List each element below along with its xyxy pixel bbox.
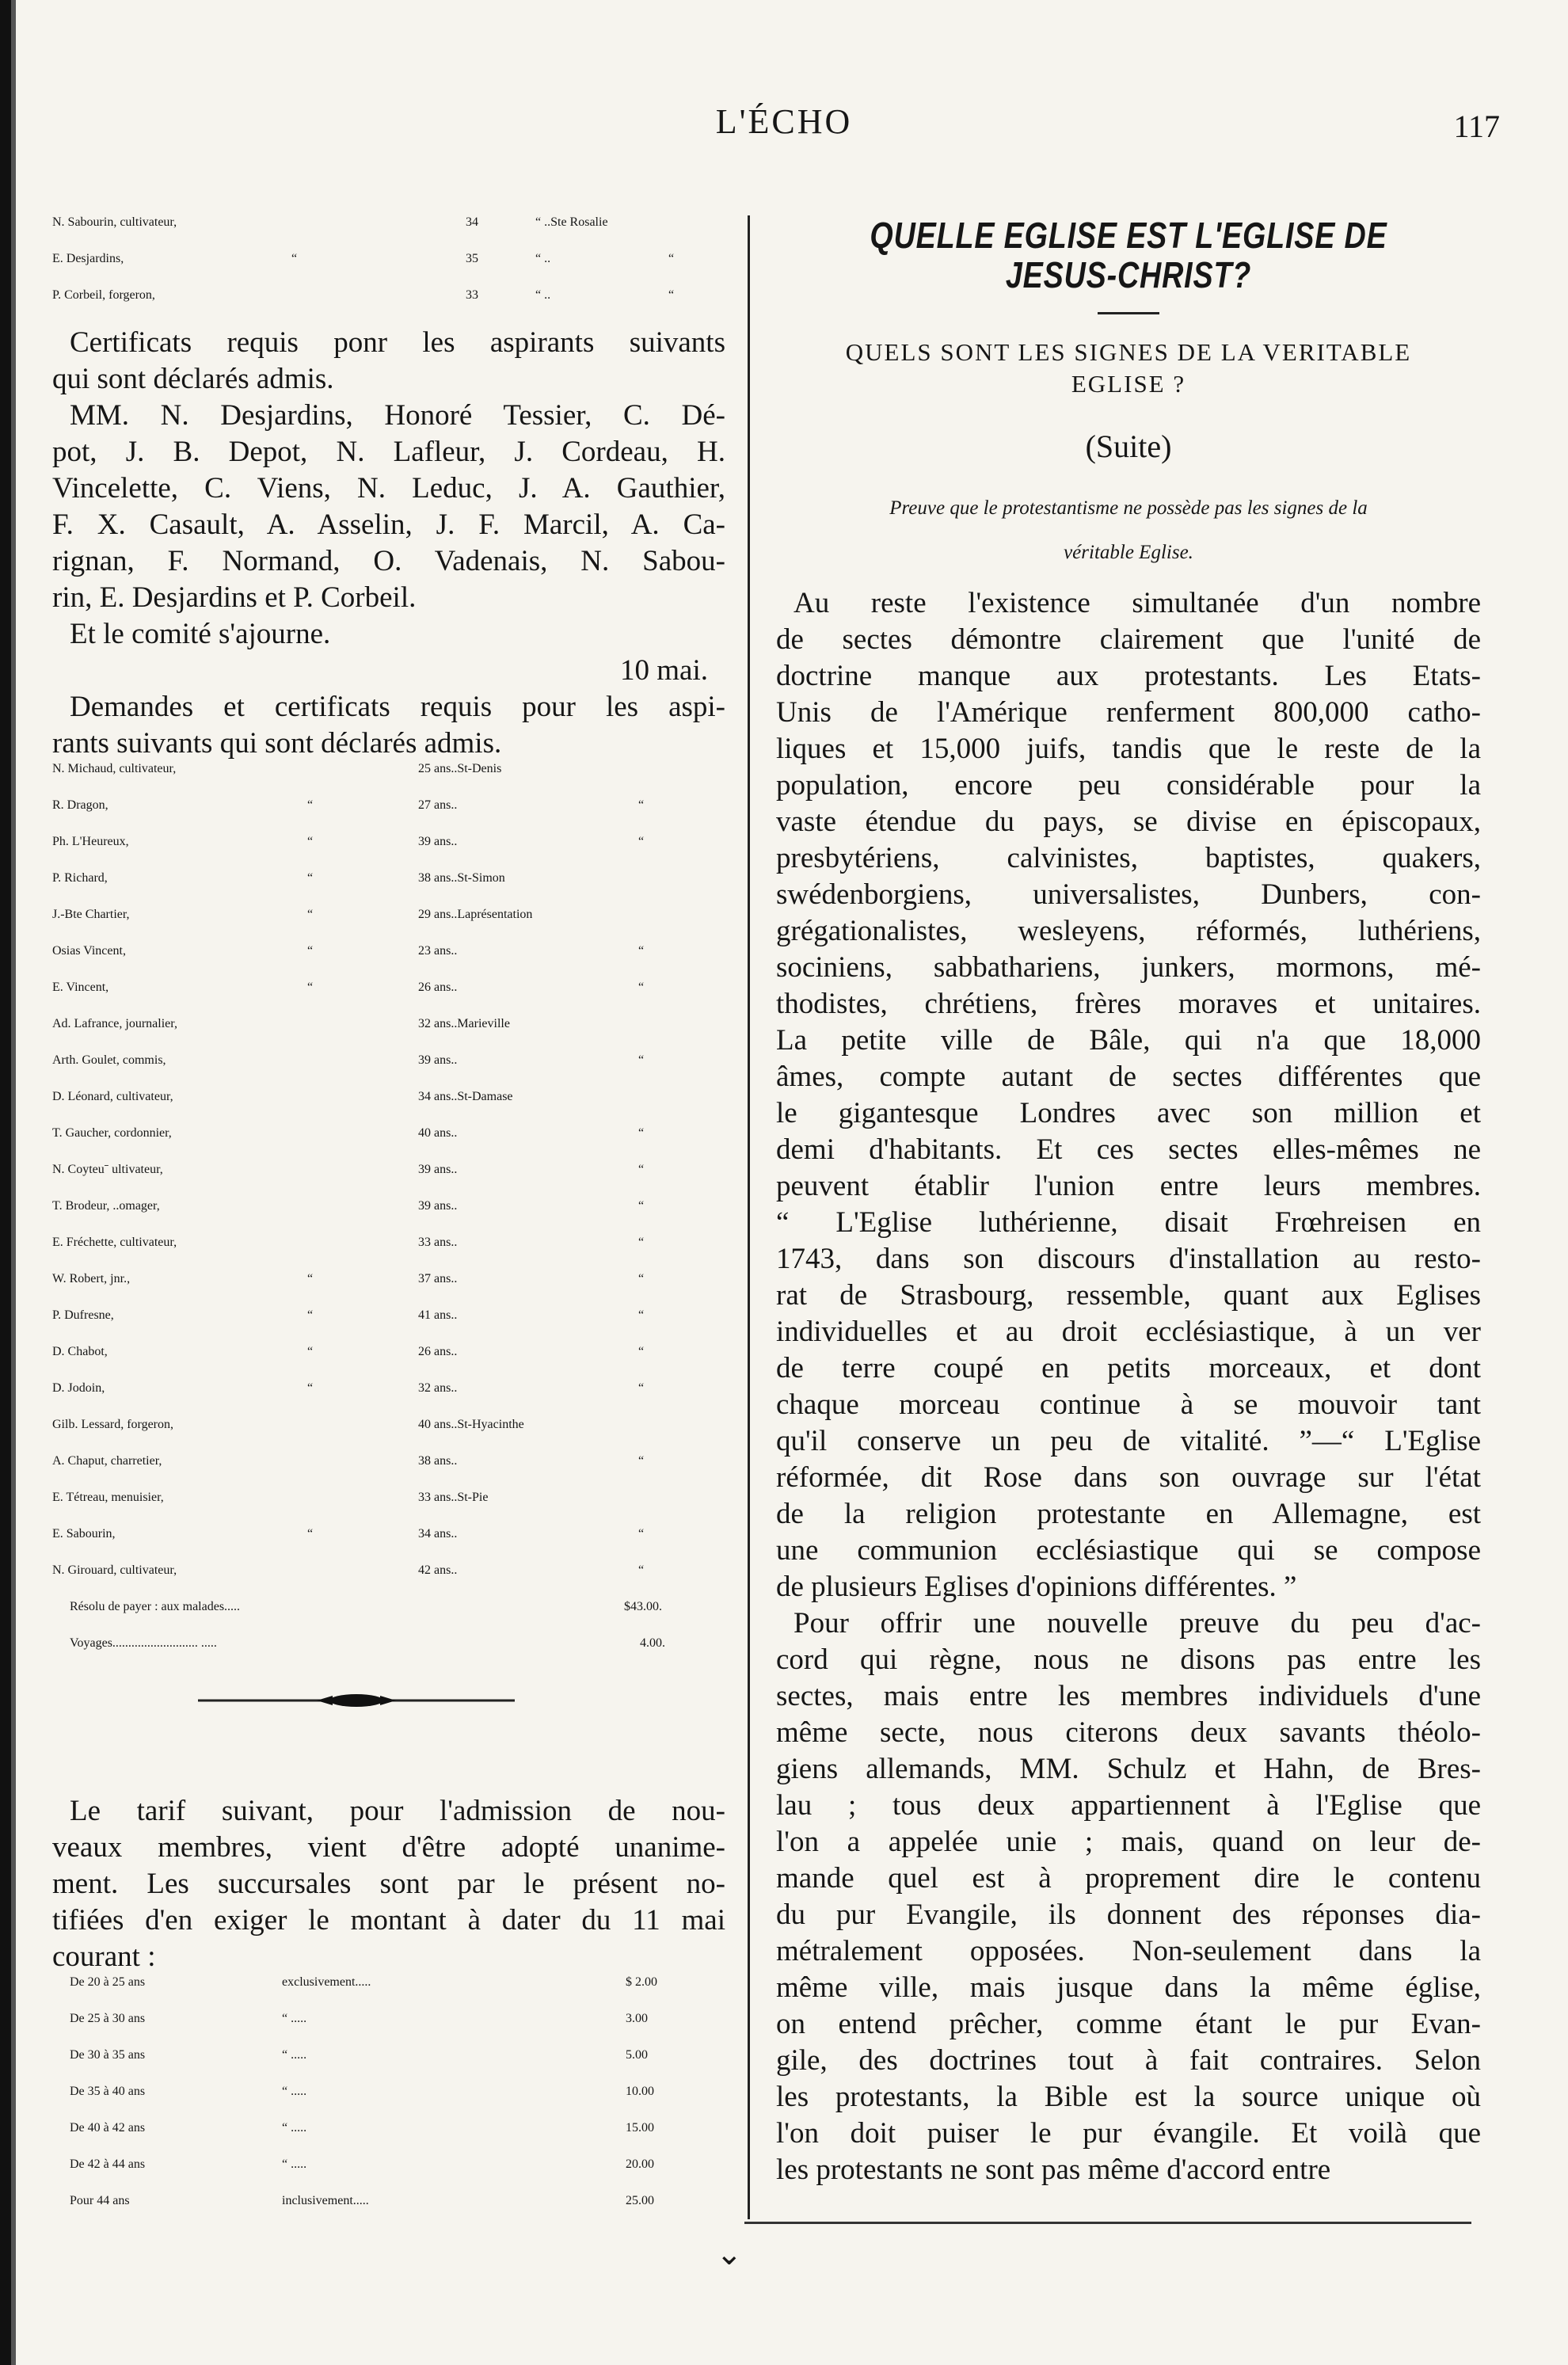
body-line: une communion ecclésiastique qui se compose — [776, 1534, 1481, 1567]
applicant-place: “ — [638, 1272, 645, 1285]
running-title: L'ÉCHO — [715, 102, 853, 141]
body-line: Au reste l'existence simultanée d'un nombre — [794, 587, 1481, 619]
applicant-name: N. Coyteuˉ ultivateur, — [52, 1163, 163, 1176]
tarif-row — [52, 1975, 725, 2012]
entry-age: 35 — [466, 252, 478, 265]
body-line: doctrine manque aux protestants. Les Etats- — [776, 660, 1481, 692]
applicant-row — [52, 1053, 725, 1090]
body-line: le gigantesque Londres avec son million et — [776, 1097, 1481, 1129]
applicant-age: 33 ans..St-Pie — [418, 1491, 489, 1504]
right-column — [776, 215, 1481, 2188]
entry-mark: “ .. — [535, 252, 551, 265]
body-line: âmes, compte autant de sectes différentes que — [776, 1061, 1481, 1093]
tarif-amount: 5.00 — [626, 2048, 648, 2062]
applicant-row — [52, 1236, 725, 1272]
applicant-name: R. Dragon, — [52, 798, 108, 812]
entry-name: P. Corbeil, forgeron, — [52, 288, 155, 302]
applicant-name: Osias Vincent, — [52, 944, 126, 958]
applicant-row — [52, 1527, 725, 1563]
tarif-age-range: De 25 à 30 ans — [70, 2012, 146, 2025]
column-divider — [748, 215, 750, 2219]
paragraph-line: Le tarif suivant, pour l'admission de nou- — [70, 1795, 725, 1827]
applicant-mark: “ — [307, 871, 314, 885]
body-line: demi d'habitants. Et ces sectes elles-mêmes ne — [776, 1133, 1481, 1166]
body-line: liques et 15,000 juifs, tandis que le reste de la — [776, 733, 1481, 765]
applicant-name: T. Brodeur, ..omager, — [52, 1199, 160, 1213]
body-line: Unis de l'Amérique renferment 800,000 catho- — [776, 696, 1481, 729]
tarif-qualifier: “ ..... — [282, 2048, 307, 2062]
tarif-amount: 10.00 — [626, 2085, 654, 2098]
applicant-name: Gilb. Lessard, forgeron, — [52, 1418, 173, 1431]
entry-mark: “ — [668, 252, 675, 265]
applicant-age: 39 ans.. — [418, 1163, 458, 1176]
applicant-place: “ — [638, 1199, 645, 1213]
applicant-row — [52, 798, 725, 835]
paragraph-line: MM. N. Desjardins, Honoré Tessier, C. Dé- — [70, 399, 725, 432]
entry-age: 34 — [466, 215, 478, 229]
body-line: gile, des doctrines tout à fait contraires. Selon — [776, 2044, 1481, 2077]
applicant-row — [52, 1345, 725, 1381]
left-column — [52, 215, 725, 1673]
paragraph-line: pot, J. B. Depot, N. Lafleur, J. Cordeau, H. — [52, 436, 725, 468]
applicant-place: “ — [638, 1563, 645, 1577]
applicant-age: 41 ans.. — [418, 1308, 458, 1322]
body-line: métralement opposées. Non-seulement dans la — [776, 1935, 1481, 1967]
tarif-qualifier: “ ..... — [282, 2012, 307, 2025]
payment-amount: 4.00. — [640, 1636, 665, 1650]
applicant-age: 39 ans.. — [418, 1053, 458, 1067]
applicant-place: “ — [638, 981, 645, 994]
applicant-mark: “ — [307, 944, 314, 958]
body-line: grégationalistes, wesleyens, réformés, luthériens, — [776, 915, 1481, 947]
tarif-age-range: De 35 à 40 ans — [70, 2085, 146, 2098]
applicant-name: T. Gaucher, cordonnier, — [52, 1126, 172, 1140]
ornament-divider — [198, 1692, 515, 1709]
applicant-age: 33 ans.. — [418, 1236, 458, 1249]
title-rule — [1098, 312, 1159, 314]
applicant-mark: “ — [307, 1345, 314, 1358]
tarif-amount: 25.00 — [626, 2194, 654, 2207]
applicant-age: 25 ans..St-Denis — [418, 762, 502, 775]
applicant-age: 38 ans..St-Simon — [418, 871, 505, 885]
date-line: 10 mai. — [620, 654, 708, 687]
subheading-line: EGLISE ? — [1071, 370, 1186, 398]
note-line: véritable Eglise. — [1064, 542, 1193, 563]
tarif-age-range: De 40 à 42 ans — [70, 2121, 146, 2135]
body-line: sociniens, sabbathariens, junkers, mormons, mé- — [776, 951, 1481, 984]
applicant-age: 32 ans.. — [418, 1381, 458, 1395]
tarif-table — [52, 1975, 725, 2230]
tarif-qualifier: exclusivement..... — [282, 1975, 371, 1989]
body-line: 1743, dans son discours d'installation au resto- — [776, 1243, 1481, 1275]
applicant-mark: “ — [307, 798, 314, 812]
applicants-list — [52, 762, 725, 1600]
payment-row — [52, 1636, 725, 1673]
tarif-amount: 3.00 — [626, 2012, 648, 2025]
tarif-qualifier: “ ..... — [282, 2121, 307, 2135]
body-line: de sectes démontre clairement que l'unité de — [776, 623, 1481, 656]
applicant-name: D. Jodoin, — [52, 1381, 105, 1395]
paragraph-line: rants suivants qui sont déclarés admis. — [52, 727, 502, 760]
applicant-mark: “ — [307, 908, 314, 921]
applicant-age: 40 ans..St-Hyacinthe — [418, 1418, 524, 1431]
applicant-name: Arth. Goulet, commis, — [52, 1053, 166, 1067]
body-line: cord qui règne, nous ne disons pas entre les — [776, 1643, 1481, 1676]
applicant-row — [52, 1199, 725, 1236]
entry-name: E. Desjardins, — [52, 252, 124, 265]
tarif-row — [52, 2194, 725, 2230]
body-line: chaque morceau continue à se mouvoir tant — [776, 1388, 1481, 1421]
body-line: l'on doit puiser le pur évangile. Et voilà que — [776, 2117, 1481, 2150]
tarif-qualifier: inclusivement..... — [282, 2194, 369, 2207]
applicant-row — [52, 1126, 725, 1163]
applicant-mark: “ — [307, 1527, 314, 1540]
suite-label: (Suite) — [1085, 428, 1172, 464]
tarif-qualifier: “ ..... — [282, 2157, 307, 2171]
applicant-place: “ — [638, 798, 645, 812]
applicant-name: D. Léonard, cultivateur, — [52, 1090, 173, 1103]
entry-mark: “ — [668, 288, 675, 302]
applicant-age: 37 ans.. — [418, 1272, 458, 1285]
body-line: de la religion protestante en Allemagne, est — [776, 1498, 1481, 1530]
applicant-place: “ — [638, 1053, 645, 1067]
applicant-place: “ — [638, 1126, 645, 1140]
applicant-place: “ — [638, 1527, 645, 1540]
applicant-row — [52, 1563, 725, 1600]
applicant-age: 32 ans..Marieville — [418, 1017, 510, 1030]
body-line: population, encore peu considérable pour la — [776, 769, 1481, 802]
applicant-name: P. Dufresne, — [52, 1308, 114, 1322]
body-line: même secte, nous citerons deux savants théolo- — [776, 1716, 1481, 1749]
applicant-age: 34 ans..St-Damase — [418, 1090, 513, 1103]
tarif-section — [52, 1793, 725, 2230]
body-line: les protestants ne sont pas même d'accord entre — [776, 2154, 1331, 2186]
applicant-name: A. Chaput, charretier, — [52, 1454, 162, 1468]
entry-row — [52, 288, 725, 325]
body-line: de plusieurs Eglises d'opinions différentes. ” — [776, 1571, 1297, 1603]
tarif-amount: 20.00 — [626, 2157, 654, 2171]
applicant-row — [52, 944, 725, 981]
applicant-row — [52, 1381, 725, 1418]
body-line: “ L'Eglise luthérienne, disait Frœhreisen en — [776, 1206, 1481, 1239]
body-line: les protestants, la Bible est la source unique où — [776, 2081, 1481, 2113]
body-line: réformée, dit Rose dans son ouvrage sur l'état — [776, 1461, 1481, 1494]
tarif-amount: $ 2.00 — [626, 1975, 657, 1989]
body-line: qu'il conserve un peu de vitalité. ”—“ L'Eglise — [776, 1425, 1481, 1457]
applicant-place: “ — [638, 1345, 645, 1358]
binding-edge — [0, 0, 11, 2365]
paragraph-line: courant : — [52, 1940, 156, 1973]
body-line: vaste étendue du pays, se divise en épiscopaux, — [776, 805, 1481, 838]
applicant-age: 26 ans.. — [418, 981, 458, 994]
body-line: même ville, mais jusque dans la même église, — [776, 1971, 1481, 2004]
applicant-age: 26 ans.. — [418, 1345, 458, 1358]
body-line: swédenborgiens, universalistes, Dunbers, con- — [776, 878, 1481, 911]
applicant-place: “ — [638, 835, 645, 848]
applicant-row — [52, 1454, 725, 1491]
applicant-name: J.-Bte Chartier, — [52, 908, 130, 921]
body-line: sectes, mais entre les membres individuels d'une — [776, 1680, 1481, 1712]
applicant-row — [52, 1090, 725, 1126]
entry-mark: “ — [291, 252, 298, 265]
applicant-mark: “ — [307, 1381, 314, 1395]
paragraph-line: Vincelette, C. Viens, N. Leduc, J. A. Gauthier, — [52, 472, 725, 505]
page-mark: ⌄ — [716, 2236, 743, 2272]
paragraph-line: tifiées d'en exiger le montant à dater du 11 mai — [52, 1904, 725, 1937]
applicant-row — [52, 871, 725, 908]
applicant-row — [52, 1017, 725, 1053]
tarif-age-range: De 30 à 35 ans — [70, 2048, 146, 2062]
body-line: l'on a appelée unie ; mais, quand on leur de- — [776, 1826, 1481, 1858]
applicant-row — [52, 835, 725, 871]
payment-row — [52, 1600, 725, 1636]
applicant-name: Ph. L'Heureux, — [52, 835, 129, 848]
applicant-place: “ — [638, 1308, 645, 1322]
paragraph-line: rin, E. Desjardins et P. Corbeil. — [52, 581, 417, 614]
note-line: Preuve que le protestantisme ne possède pas les signes de la — [889, 497, 1368, 519]
applicant-row — [52, 981, 725, 1017]
paragraph-line: ment. Les succursales sont par le présent no- — [52, 1868, 725, 1900]
applicant-row — [52, 1163, 725, 1199]
applicant-row — [52, 762, 725, 798]
article-title-line: JESUS-CHRIST? — [1005, 254, 1252, 295]
applicant-place: “ — [638, 1381, 645, 1395]
paragraph-line: Certificats requis ponr les aspirants suivants — [70, 326, 725, 359]
payment-label: Résolu de payer : aux malades..... — [70, 1600, 241, 1613]
payment-amount: $43.00. — [624, 1600, 662, 1613]
paragraph-line: veaux membres, vient d'être adopté unanime- — [52, 1831, 725, 1864]
applicant-row — [52, 1418, 725, 1454]
applicant-mark: “ — [307, 981, 314, 994]
entry-row — [52, 252, 725, 288]
applicant-name: N. Girouard, cultivateur, — [52, 1563, 177, 1577]
entry-mark: “ .. — [535, 288, 551, 302]
article-title-line: QUELLE EGLISE EST L'EGLISE DE — [870, 215, 1387, 256]
body-line: thodistes, chrétiens, frères moraves et unitaires. — [776, 988, 1481, 1020]
applicant-name: D. Chabot, — [52, 1345, 108, 1358]
binding-shadow — [11, 0, 16, 2365]
applicant-name: E. Tétreau, menuisier, — [52, 1491, 164, 1504]
tarif-row — [52, 2085, 725, 2121]
applicant-age: 40 ans.. — [418, 1126, 458, 1140]
entry-place: “ ..Ste Rosalie — [535, 215, 608, 229]
applicant-mark: “ — [307, 835, 314, 848]
applicant-row — [52, 1308, 725, 1345]
tarif-qualifier: “ ..... — [282, 2085, 307, 2098]
tarif-amount: 15.00 — [626, 2121, 654, 2135]
bottom-rule — [744, 2222, 1471, 2224]
applicant-mark: “ — [307, 1272, 314, 1285]
paragraph-line: rignan, F. Normand, O. Vadenais, N. Sabou- — [52, 545, 725, 577]
paragraph-line: Demandes et certificats requis pour les aspi- — [70, 691, 725, 723]
paragraph-line: qui sont déclarés admis. — [52, 363, 334, 395]
body-line: du pur Evangile, ils donnent des réponses dia- — [776, 1898, 1481, 1931]
body-line: rat de Strasbourg, ressemble, quant aux Eglises — [776, 1279, 1481, 1312]
applicant-name: E. Fréchette, cultivateur, — [52, 1236, 177, 1249]
tarif-row — [52, 2157, 725, 2194]
applicant-age: 23 ans.. — [418, 944, 458, 958]
adjourn-line: Et le comité s'ajourne. — [70, 618, 331, 650]
applicant-place: “ — [638, 1454, 645, 1468]
applicant-age: 39 ans.. — [418, 835, 458, 848]
tarif-row — [52, 2012, 725, 2048]
paragraph-line: F. X. Casault, A. Asselin, J. F. Marcil, A. Ca- — [52, 508, 725, 541]
body-line: La petite ville de Bâle, qui n'a que 18,000 — [776, 1024, 1481, 1057]
applicant-age: 39 ans.. — [418, 1199, 458, 1213]
body-line: peuvent établir l'union entre leurs membres. — [776, 1170, 1481, 1202]
applicant-mark: “ — [307, 1308, 314, 1322]
applicant-age: 34 ans.. — [418, 1527, 458, 1540]
page-number: 117 — [1453, 109, 1500, 144]
body-line: giens allemands, MM. Schulz et Hahn, de Bres- — [776, 1753, 1481, 1785]
body-line: on entend prêcher, comme étant le pur Evan- — [776, 2008, 1481, 2040]
applicant-place: “ — [638, 1236, 645, 1249]
applicant-age: 29 ans..Laprésentation — [418, 908, 533, 921]
applicant-age: 27 ans.. — [418, 798, 458, 812]
applicant-place: “ — [638, 1163, 645, 1176]
applicant-row — [52, 1491, 725, 1527]
body-line: mande quel est à proprement dire le contenu — [776, 1862, 1481, 1895]
tarif-age-range: Pour 44 ans — [70, 2194, 130, 2207]
applicant-age: 42 ans.. — [418, 1563, 458, 1577]
body-line: lau ; tous deux appartiennent à l'Eglise que — [776, 1789, 1481, 1822]
applicant-name: W. Robert, jnr., — [52, 1272, 131, 1285]
body-line: de terre coupé en petits morceaux, et dont — [776, 1352, 1481, 1384]
applicant-age: 38 ans.. — [418, 1454, 458, 1468]
body-line: presbytériens, calvinistes, baptistes, quakers, — [776, 842, 1481, 874]
applicant-row — [52, 908, 725, 944]
entry-row — [52, 215, 725, 252]
article-body — [776, 585, 1481, 2188]
applicant-name: E. Sabourin, — [52, 1527, 116, 1540]
applicant-name: N. Michaud, cultivateur, — [52, 762, 177, 775]
tarif-age-range: De 20 à 25 ans — [70, 1975, 146, 1989]
applicant-row — [52, 1272, 725, 1308]
tarif-age-range: De 42 à 44 ans — [70, 2157, 146, 2171]
applicant-name: Ad. Lafrance, journalier, — [52, 1017, 177, 1030]
body-line: Pour offrir une nouvelle preuve du peu d'ac- — [794, 1607, 1481, 1640]
applicant-name: P. Richard, — [52, 871, 108, 885]
entry-name: N. Sabourin, cultivateur, — [52, 215, 177, 229]
body-line: individuelles et au droit ecclésiastique, à un ver — [776, 1316, 1481, 1348]
tarif-row — [52, 2048, 725, 2085]
tarif-row — [52, 2121, 725, 2157]
applicant-place: “ — [638, 944, 645, 958]
entry-age: 33 — [466, 288, 478, 302]
subheading-line: QUELS SONT LES SIGNES DE LA VERITABLE — [845, 338, 1412, 366]
applicant-name: E. Vincent, — [52, 981, 109, 994]
payment-label: Voyages........................... ..... — [70, 1636, 217, 1650]
